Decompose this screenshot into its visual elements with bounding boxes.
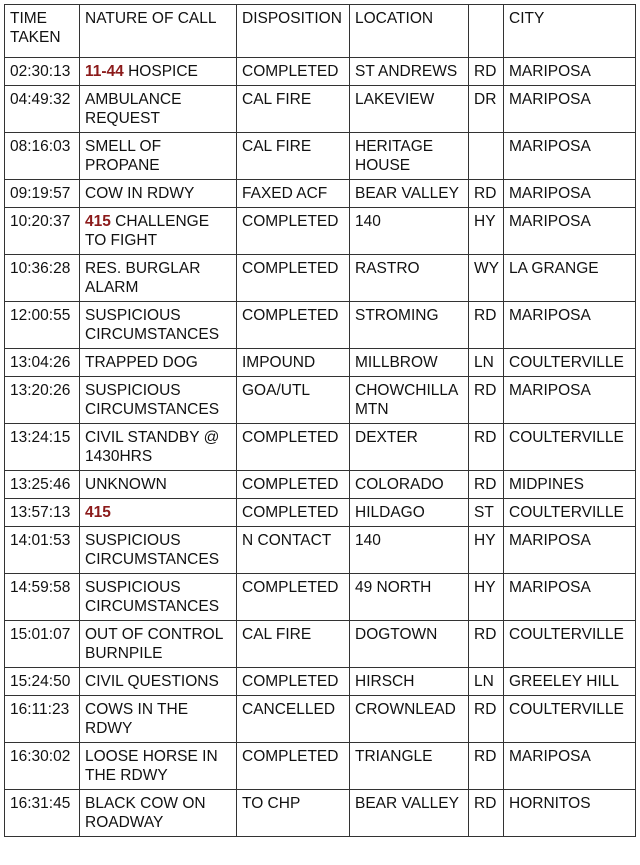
nature-text: COW IN RDWY [85,185,195,202]
table-row [5,255,636,302]
street-suffix-cell: DR [469,86,504,133]
time-cell: 15:24:50 [5,668,80,696]
time-cell: 13:25:46 [5,471,80,499]
disposition-cell: CANCELLED [237,696,350,743]
time-cell: 16:11:23 [5,696,80,743]
disposition-cell: FAXED ACF [237,180,350,208]
table-row [5,180,636,208]
time-cell: 04:49:32 [5,86,80,133]
disposition-cell: IMPOUND [237,349,350,377]
time-cell: 02:30:13 [5,58,80,86]
location-cell: COLORADO [350,471,469,499]
city-cell: HORNITOS [504,790,636,837]
street-suffix-cell: RD [469,180,504,208]
street-suffix-cell: RD [469,471,504,499]
time-cell: 12:00:55 [5,302,80,349]
disposition-cell: COMPLETED [237,668,350,696]
table-row [5,696,636,743]
nature-cell [80,58,237,86]
street-suffix-cell: WY [469,255,504,302]
nature-cell [80,377,237,424]
nature-text: UNKNOWN [85,476,167,493]
time-cell: 13:04:26 [5,349,80,377]
nature-text: LOOSE HORSE IN THE RDWY [85,748,222,784]
table-row [5,86,636,133]
city-cell: MARIPOSA [504,86,636,133]
nature-cell [80,696,237,743]
nature-text: SUSPICIOUS CIRCUMSTANCES [85,307,220,343]
time-cell: 08:16:03 [5,133,80,180]
table-row [5,574,636,621]
street-suffix-cell: RD [469,302,504,349]
location-cell: BEAR VALLEY [350,790,469,837]
location-cell: BEAR VALLEY [350,180,469,208]
city-cell: MARIPOSA [504,180,636,208]
location-cell: 49 NORTH [350,574,469,621]
location-cell: 140 [350,527,469,574]
table-row [5,499,636,527]
table-row [5,377,636,424]
nature-cell [80,499,237,527]
header-location: LOCATION [350,5,469,58]
nature-cell [80,208,237,255]
city-cell: MARIPOSA [504,574,636,621]
nature-text: OUT OF CONTROL BURNPILE [85,626,228,662]
incident-code: 415 [85,213,111,230]
city-cell: COULTERVILLE [504,349,636,377]
street-suffix-cell: RD [469,743,504,790]
nature-cell [80,668,237,696]
location-cell: CHOWCHILLA MTN [350,377,469,424]
city-cell: MARIPOSA [504,208,636,255]
table-row [5,790,636,837]
header-suffix [469,5,504,58]
table-row [5,302,636,349]
street-suffix-cell: RD [469,790,504,837]
nature-cell [80,133,237,180]
table-row [5,58,636,86]
time-cell: 10:20:37 [5,208,80,255]
location-cell: HILDAGO [350,499,469,527]
nature-text: CHALLENGE TO FIGHT [85,213,214,249]
nature-text: SUSPICIOUS CIRCUMSTANCES [85,579,220,615]
time-cell: 16:31:45 [5,790,80,837]
city-cell: MARIPOSA [504,302,636,349]
nature-text: CIVIL QUESTIONS [85,673,219,690]
disposition-cell: COMPLETED [237,424,350,471]
city-cell: MARIPOSA [504,58,636,86]
street-suffix-cell: ST [469,499,504,527]
nature-cell [80,621,237,668]
city-cell: COULTERVILLE [504,621,636,668]
disposition-cell: TO CHP [237,790,350,837]
time-cell: 14:01:53 [5,527,80,574]
call-log-body [5,5,636,837]
nature-text: BLACK COW ON ROADWAY [85,795,210,831]
street-suffix-cell: LN [469,349,504,377]
location-cell: DOGTOWN [350,621,469,668]
location-cell: HERITAGE HOUSE [350,133,469,180]
time-cell: 09:19:57 [5,180,80,208]
street-suffix-cell: RD [469,696,504,743]
nature-text: COWS IN THE RDWY [85,701,193,737]
table-row [5,527,636,574]
disposition-cell: COMPLETED [237,499,350,527]
street-suffix-cell: RD [469,621,504,668]
nature-cell [80,255,237,302]
nature-cell [80,574,237,621]
nature-cell [80,424,237,471]
nature-text: SMELL OF PROPANE [85,138,166,174]
nature-cell [80,527,237,574]
city-cell: MARIPOSA [504,527,636,574]
incident-code: 11-44 [85,63,124,80]
header-row [5,5,636,58]
location-cell: MILLBROW [350,349,469,377]
city-cell: GREELEY HILL [504,668,636,696]
table-row [5,208,636,255]
nature-cell [80,790,237,837]
incident-code: 415 [85,504,111,521]
disposition-cell: COMPLETED [237,255,350,302]
time-cell: 10:36:28 [5,255,80,302]
nature-text: CIVIL STANDBY @ 1430HRS [85,429,224,465]
city-cell: MIDPINES [504,471,636,499]
street-suffix-cell [469,133,504,180]
disposition-cell: COMPLETED [237,574,350,621]
location-cell: STROMING [350,302,469,349]
nature-cell [80,180,237,208]
location-cell: RASTRO [350,255,469,302]
city-cell: LA GRANGE [504,255,636,302]
city-cell: COULTERVILLE [504,424,636,471]
street-suffix-cell: HY [469,574,504,621]
table-row [5,743,636,790]
time-cell: 13:57:13 [5,499,80,527]
location-cell: HIRSCH [350,668,469,696]
city-cell: COULTERVILLE [504,499,636,527]
disposition-cell: GOA/UTL [237,377,350,424]
header-disposition: DISPOSITION [237,5,350,58]
disposition-cell: CAL FIRE [237,621,350,668]
street-suffix-cell: LN [469,668,504,696]
disposition-cell: COMPLETED [237,302,350,349]
city-cell: MARIPOSA [504,133,636,180]
location-cell: 140 [350,208,469,255]
table-row [5,621,636,668]
street-suffix-cell: HY [469,527,504,574]
header-city: CITY [504,5,636,58]
city-cell: MARIPOSA [504,743,636,790]
table-row [5,349,636,377]
header-time: TIME TAKEN [5,5,80,58]
nature-cell [80,349,237,377]
call-log-table [4,4,636,837]
street-suffix-cell: RD [469,58,504,86]
disposition-cell: N CONTACT [237,527,350,574]
nature-text: HOSPICE [123,63,198,80]
disposition-cell: CAL FIRE [237,133,350,180]
location-cell: DEXTER [350,424,469,471]
street-suffix-cell: RD [469,424,504,471]
header-nature: NATURE OF CALL [80,5,237,58]
nature-text: AMBULANCE REQUEST [85,91,186,127]
nature-text: RES. BURGLAR ALARM [85,260,204,296]
disposition-cell: COMPLETED [237,208,350,255]
time-cell: 13:24:15 [5,424,80,471]
time-cell: 16:30:02 [5,743,80,790]
time-cell: 14:59:58 [5,574,80,621]
nature-cell [80,86,237,133]
street-suffix-cell: RD [469,377,504,424]
nature-cell [80,302,237,349]
street-suffix-cell: HY [469,208,504,255]
nature-text: SUSPICIOUS CIRCUMSTANCES [85,382,220,418]
table-row [5,471,636,499]
nature-cell [80,471,237,499]
location-cell: LAKEVIEW [350,86,469,133]
time-cell: 15:01:07 [5,621,80,668]
table-row [5,424,636,471]
location-cell: ST ANDREWS [350,58,469,86]
location-cell: CROWNLEAD [350,696,469,743]
nature-text: SUSPICIOUS CIRCUMSTANCES [85,532,220,568]
table-row [5,133,636,180]
nature-cell [80,743,237,790]
table-row [5,668,636,696]
disposition-cell: COMPLETED [237,471,350,499]
nature-text: TRAPPED DOG [85,354,198,371]
disposition-cell: CAL FIRE [237,86,350,133]
city-cell: MARIPOSA [504,377,636,424]
disposition-cell: COMPLETED [237,58,350,86]
location-cell: TRIANGLE [350,743,469,790]
disposition-cell: COMPLETED [237,743,350,790]
time-cell: 13:20:26 [5,377,80,424]
city-cell: COULTERVILLE [504,696,636,743]
